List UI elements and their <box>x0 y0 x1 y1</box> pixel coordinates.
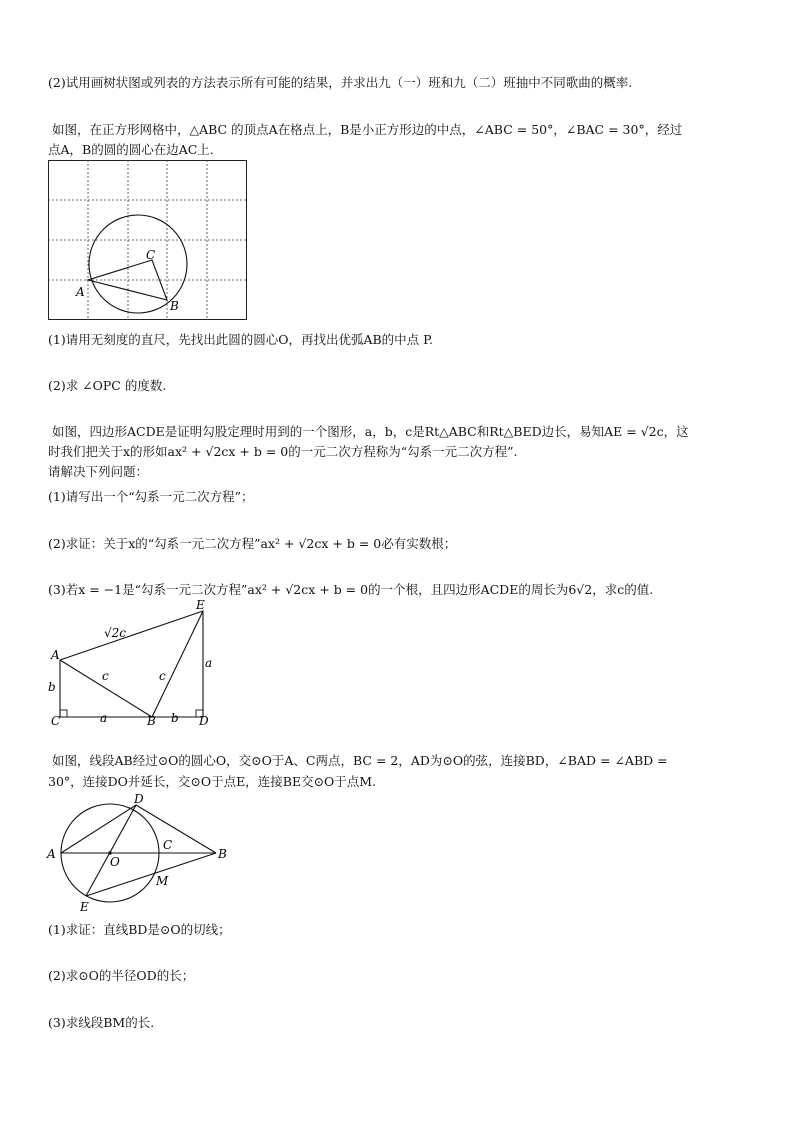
q1-part1: (1)请用无刻度的直尺，先找出此圆的圆心O，再找出优弧AB的中点 P. <box>48 332 433 347</box>
q2-quad-acde <box>60 611 203 717</box>
q1-label-a: A <box>76 285 85 299</box>
q3-label-a: A <box>47 847 56 861</box>
q3-stem-line1: 如图，线段AB经过⊙O的圆心O，交⊙O于A、C两点，BC = 2，AD为⊙O的弦，连接BD，∠BAD = ∠ABD = <box>52 753 668 768</box>
q2-label-ae: √2c <box>104 626 127 640</box>
q2-label-a-de: a <box>205 656 213 670</box>
q1-stem-line1: 如图，在正方形网格中，△ABC 的顶点A在格点上，B是小正方形边的中点，∠ABC = 50°，∠BAC = 30°，经过 <box>52 122 683 137</box>
q3-label-m: M <box>156 874 169 888</box>
q2-stem-line2: 时我们把关于x的形如ax² + √2cx + b = 0的一元二次方程称为“勾系一元二次方程”. <box>48 444 518 459</box>
q3-part1: (1)求证：直线BD是⊙O的切线； <box>48 922 231 937</box>
q3-part3: (3)求线段BM的长. <box>48 1015 155 1030</box>
q2-label-b-vertex: B <box>147 714 156 728</box>
q2-stem-line3: 请解决下列问题： <box>48 464 149 479</box>
q3-circle-figure <box>44 790 234 915</box>
q2-label-c-be: c <box>159 669 166 683</box>
q2-label-b-bd: b <box>171 711 179 725</box>
q1-grid-figure <box>48 160 248 322</box>
q2-label-a-cb: a <box>100 711 108 725</box>
q1-part2: (2)求 ∠OPC 的度数. <box>48 378 167 393</box>
q3-label-b: B <box>218 847 227 861</box>
q2-part2: (2)求证：关于x的“勾系一元二次方程”ax² + √2cx + b = 0必有实数根； <box>48 536 457 551</box>
q1-stem-line2: 点A，B的圆的圆心在边AC上. <box>48 142 214 157</box>
q2-part1: (1)请写出一个“勾系一元二次方程”； <box>48 489 254 504</box>
q2-label-c-vertex: C <box>51 714 61 728</box>
q2-label-e: E <box>196 598 205 612</box>
q1-label-c: C <box>146 248 156 262</box>
q2-label-b-ac: b <box>48 680 56 694</box>
q3-stem-line2: 30°，连接DO并延长，交⊙O于点E，连接BE交⊙O于点M. <box>48 774 377 789</box>
q3-part2: (2)求⊙O的半径OD的长； <box>48 968 195 983</box>
q2-quadrilateral-figure <box>44 596 224 731</box>
q2-part3: (3)若x = −1是“勾系一元二次方程”ax² + √2cx + b = 0的一个根，且四边形ACDE的周长为6√2，求c的值. <box>48 582 654 597</box>
q2-label-a: A <box>51 648 60 662</box>
q3-label-c: C <box>163 838 173 852</box>
prev-question-part2: (2)试用画树状图或列表的方法表示所有可能的结果，并求出九（一）班和九（二）班抽中不同歌曲的概率. <box>48 75 633 90</box>
q3-label-d: D <box>134 792 144 806</box>
q3-label-o: O <box>110 855 120 869</box>
q2-stem-line1: 如图，四边形ACDE是证明勾股定理时用到的一个图形，a，b，c是Rt△ABC和Rt△BED边长，易知AE = √2c，这 <box>52 424 689 439</box>
q1-label-b: B <box>170 299 179 313</box>
q2-label-c-ab: c <box>102 669 109 683</box>
q2-label-d: D <box>199 714 209 728</box>
q3-label-e: E <box>80 900 89 914</box>
